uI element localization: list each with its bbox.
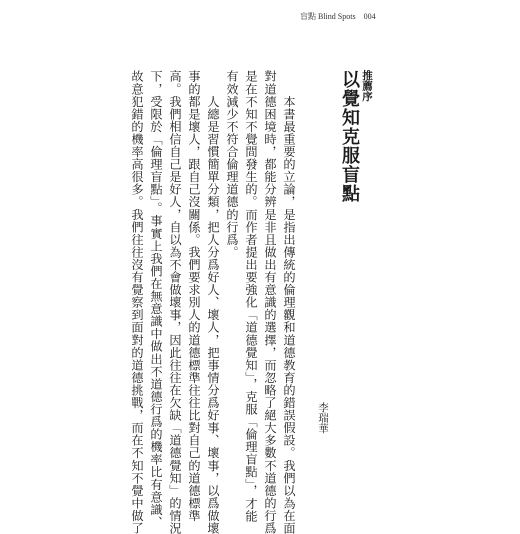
body-line: 有效減少不符合倫理道德的行爲。 xyxy=(225,70,239,259)
section-title: 以覺知克服盲點 xyxy=(339,70,360,203)
body-line: 高。我們相信自己是好人，自以為不會做壞事，因此往往在欠缺「道德覺知」的情況 xyxy=(168,70,182,534)
book-title: 盲點 Blind Spots xyxy=(300,12,356,21)
author-name: 李瑞華 xyxy=(317,402,329,434)
body-line: 對道德困境時，都能分辨是非且做出有意識的選擇，而忽略了絕大多數不道德的行爲 xyxy=(263,70,277,534)
body-line: 人總是習慣簡單分類，把人分爲好人、壞人，把事情分爲好事、壞事，以爲做壞 xyxy=(206,70,220,534)
section-label: 推薦序 xyxy=(361,70,373,102)
body-line: 是在不知不覺間發生的。而作者提出要強化「道德覺知」，克服「倫理盲點」，才能 xyxy=(244,70,258,523)
body-line: 下，受限於「倫理盲點」。事實上我們在無意識中做出不道德行爲的機率比有意識、 xyxy=(149,70,163,529)
body-line: 本書最重要的立論，是指出傳統的倫理觀和道德教育的錯誤假設。我們以為在面 xyxy=(282,70,296,534)
body-line: 故意犯錯的機率高很多。我們往往沒有覺察到面對的道德挑戰，而在不知不覺中做了 xyxy=(130,70,144,534)
running-header xyxy=(300,11,376,22)
body-line: 事的都是壞人，跟自己沒關係。我們要求別人的道德標準往往比對自己的道德標準 xyxy=(187,70,201,522)
page-number: 004 xyxy=(363,12,376,21)
